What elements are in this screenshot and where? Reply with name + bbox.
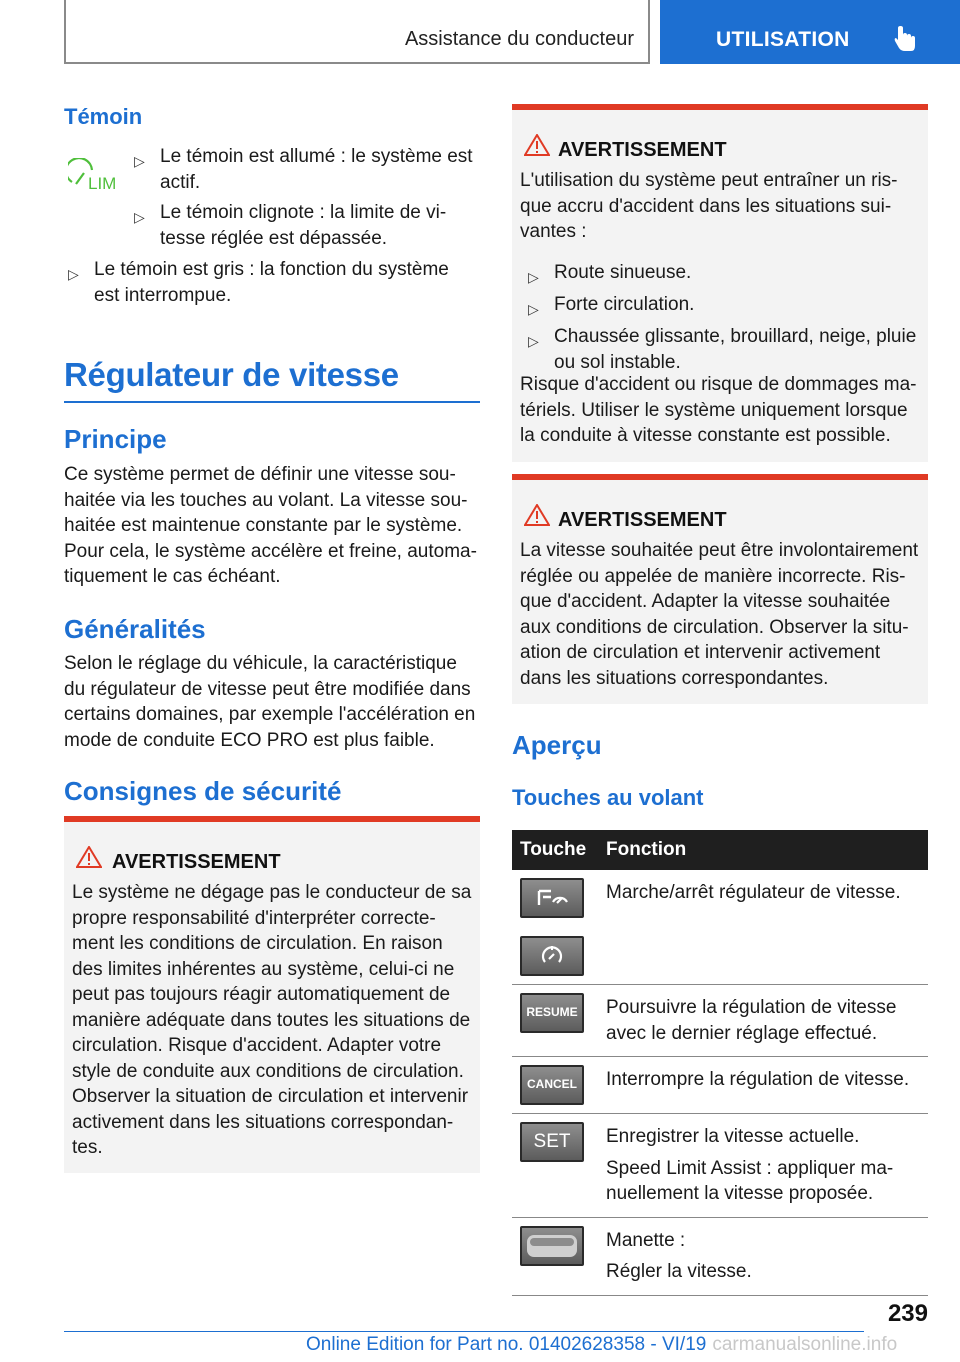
table-row <box>512 1217 928 1295</box>
bullet-item <box>134 200 480 252</box>
steering-keys-table <box>512 830 928 1296</box>
warning-box-safety <box>64 816 480 1173</box>
temoin-heading: Témoin <box>64 104 143 129</box>
principe-paragraph <box>64 462 480 590</box>
rocker-key <box>520 1226 584 1266</box>
key-label: CANCEL <box>527 1077 577 1092</box>
footer-edition <box>306 1334 897 1356</box>
text-line: Pour cela, le système accélère et freine, automa- <box>64 540 477 562</box>
function-text <box>606 1259 928 1285</box>
main-heading: Régulateur de vitesse <box>64 356 399 393</box>
text-line: tériels. Utiliser le système uniquement lorsque <box>520 399 908 421</box>
text-line: que accru d'accident dans les situations sui- <box>520 195 892 217</box>
hand-pointer-icon <box>894 26 918 52</box>
text-line: Speed Limit Assist : appliquer ma- <box>606 1157 894 1179</box>
text-line: actif. <box>160 172 201 193</box>
text-line: manière adéquate dans toutes les situations de <box>72 1009 471 1031</box>
text-line: Le témoin est allumé : le système est <box>160 146 473 167</box>
text-line: Ce système permet de définir une vitesse sou- <box>64 464 456 485</box>
text-line: Poursuivre la régulation de vitesse <box>606 997 897 1018</box>
function-text <box>606 1124 928 1150</box>
page-number: 239 <box>887 1300 928 1327</box>
generalites-heading: Généralités <box>64 614 206 644</box>
table-header-fonction: Fonction <box>606 830 928 870</box>
text-line: réglée ou appelée de manière incorrecte. Ris- <box>520 565 906 587</box>
text-line: haitée est maintenue constante par le système. <box>64 515 463 536</box>
text-line: la conduite à vitesse constante est possible. <box>520 425 891 446</box>
text-line: aux conditions de circulation. Observer la situ- <box>520 616 909 638</box>
text-line: tiquement le cas échéant. <box>64 566 281 587</box>
function-text <box>606 1067 928 1093</box>
text-line: avec le dernier réglage effectué. <box>606 1022 878 1044</box>
text-line: tesse réglée est dépassée. <box>160 228 388 249</box>
text-line: Route sinueuse. <box>554 262 692 283</box>
apercu-heading: Aperçu <box>512 730 602 760</box>
set-key <box>520 1122 584 1162</box>
text-line: Marche/arrêt régulateur de vitesse. <box>606 882 901 903</box>
text-line: Interrompre la régulation de vitesse. <box>606 1069 910 1090</box>
text-line: Le témoin clignote : la limite de vi- <box>160 202 447 223</box>
text-line: certains domaines, par exemple l'accélération en <box>64 704 476 725</box>
warning-box-situations <box>512 104 928 462</box>
function-cell <box>606 1057 928 1114</box>
heading-rule <box>64 401 480 403</box>
bullet-item <box>68 257 480 309</box>
text-line: Chaussée glissante, brouillard, neige, pluie <box>554 326 917 347</box>
function-text <box>606 1156 928 1207</box>
table-header-row <box>512 830 928 870</box>
footer-edition-text: Online Edition for Part no. 01402628358 - VI/19 <box>306 1334 707 1355</box>
function-cell <box>606 870 928 985</box>
bullet-triangle-icon: ▷ <box>528 333 539 349</box>
touches-subheading: Touches au volant <box>512 785 704 810</box>
warning-title: AVERTISSEMENT <box>112 851 281 873</box>
warning-triangle-icon <box>76 846 102 868</box>
resume-key <box>520 993 584 1033</box>
table-row <box>512 870 928 985</box>
function-text <box>606 995 928 1046</box>
bullet-triangle-icon: ▷ <box>528 269 539 285</box>
text-line: dans les situations correspondantes. <box>520 667 829 689</box>
table-row <box>512 1114 928 1218</box>
text-line: tes. <box>72 1137 103 1158</box>
text-line: des limites inhérentes au système, celui-ci ne <box>72 958 455 980</box>
key-cell <box>512 1114 606 1218</box>
text-line: vantes : <box>520 221 587 242</box>
footer-watermark: carmanualsonline.info <box>712 1334 898 1355</box>
function-text <box>606 1228 928 1254</box>
text-line: du régulateur de vitesse peut être modifiée dans <box>64 678 471 700</box>
table-header-touche: Touche <box>512 830 606 870</box>
cancel-key <box>520 1065 584 1105</box>
text-line: Régler la vitesse. <box>606 1261 752 1282</box>
warning-intro <box>520 168 924 245</box>
bullet-text <box>528 260 924 286</box>
cruise-on-off-icon <box>520 878 584 918</box>
text-line: ation de circulation et intervenir activement <box>520 642 881 663</box>
text-line: La vitesse souhaitée peut être involontairement <box>520 540 919 561</box>
key-cell <box>512 870 606 985</box>
key-cell <box>512 1217 606 1295</box>
footer-rule <box>64 1331 864 1332</box>
bullet-triangle-icon: ▷ <box>68 266 79 282</box>
header-section-title: Assistance du conducteur <box>404 28 634 50</box>
text-line: ou sol instable. <box>554 352 681 373</box>
bullet-text <box>68 257 480 309</box>
warning-body <box>72 880 476 1161</box>
bullet-item <box>528 292 924 318</box>
consignes-heading: Consignes de sécurité <box>64 776 342 806</box>
bullet-item <box>528 260 924 286</box>
text-line: L'utilisation du système peut entraîner un ris- <box>520 170 898 191</box>
function-text <box>606 880 928 906</box>
text-line: Selon le réglage du véhicule, la caractéristique <box>64 653 457 674</box>
lim-indicator-label: LIM <box>88 174 117 192</box>
text-line: Le témoin est gris : la fonction du système <box>94 259 449 280</box>
function-cell <box>606 1217 928 1295</box>
text-line: activement dans les situations correspondan- <box>72 1111 454 1133</box>
text-line: que d'accident. Adapter la vitesse souhaitée <box>520 591 891 612</box>
text-line: circulation. Risque d'accident. Adapter votre <box>72 1035 442 1056</box>
text-line: Manette : <box>606 1229 686 1251</box>
warning-box-speed <box>512 474 928 704</box>
text-line: mode de conduite ECO PRO est plus faible. <box>64 729 435 751</box>
table-row <box>512 985 928 1057</box>
bullet-text <box>528 292 924 318</box>
principe-heading: Principe <box>64 424 167 454</box>
header-section-box <box>64 0 650 64</box>
text-line: peut pas toujours réagir automatiquement de <box>72 984 451 1005</box>
key-label: RESUME <box>526 1005 578 1020</box>
text-line: propre responsabilité d'interpréter correcte- <box>72 907 436 929</box>
bullet-triangle-icon: ▷ <box>134 153 145 169</box>
key-label: SET <box>533 1131 571 1153</box>
warning-body <box>520 538 924 691</box>
key-cell <box>512 1057 606 1114</box>
text-line: Enregistrer la vitesse actuelle. <box>606 1126 860 1147</box>
bullet-text <box>528 324 924 376</box>
header-chapter-title: UTILISATION <box>716 28 850 51</box>
text-line: Observer la situation de circulation et intervenir <box>72 1086 469 1107</box>
function-cell <box>606 985 928 1057</box>
header-chapter-tab[interactable] <box>660 0 960 64</box>
warning-triangle-icon <box>524 134 550 156</box>
bullet-text <box>134 144 480 196</box>
bullet-item <box>134 144 480 196</box>
bullet-triangle-icon: ▷ <box>528 301 539 317</box>
cruise-speedo-icon <box>520 936 584 976</box>
text-line: Forte circulation. <box>554 294 695 315</box>
lim-indicator-icon <box>68 158 122 197</box>
text-line: haitée via les touches au volant. La vitesse sou- <box>64 489 468 511</box>
text-line: est interrompue. <box>94 285 232 306</box>
text-line: style de conduite aux conditions de circulation. <box>72 1060 464 1082</box>
function-cell <box>606 1114 928 1218</box>
text-line: Le système ne dégage pas le conducteur de sa <box>72 882 472 903</box>
table-row <box>512 1057 928 1114</box>
generalites-paragraph <box>64 651 480 753</box>
warning-title: AVERTISSEMENT <box>558 509 727 531</box>
text-line: nuellement la vitesse proposée. <box>606 1183 874 1204</box>
warning-triangle-icon <box>524 504 550 526</box>
warning-outro <box>520 372 924 449</box>
bullet-triangle-icon: ▷ <box>134 209 145 225</box>
bullet-item <box>528 324 924 376</box>
text-line: Risque d'accident ou risque de dommages ma- <box>520 374 917 395</box>
key-cell <box>512 985 606 1057</box>
bullet-text <box>134 200 480 252</box>
warning-title: AVERTISSEMENT <box>558 139 727 161</box>
text-line: ment les conditions de circulation. En raison <box>72 933 443 954</box>
